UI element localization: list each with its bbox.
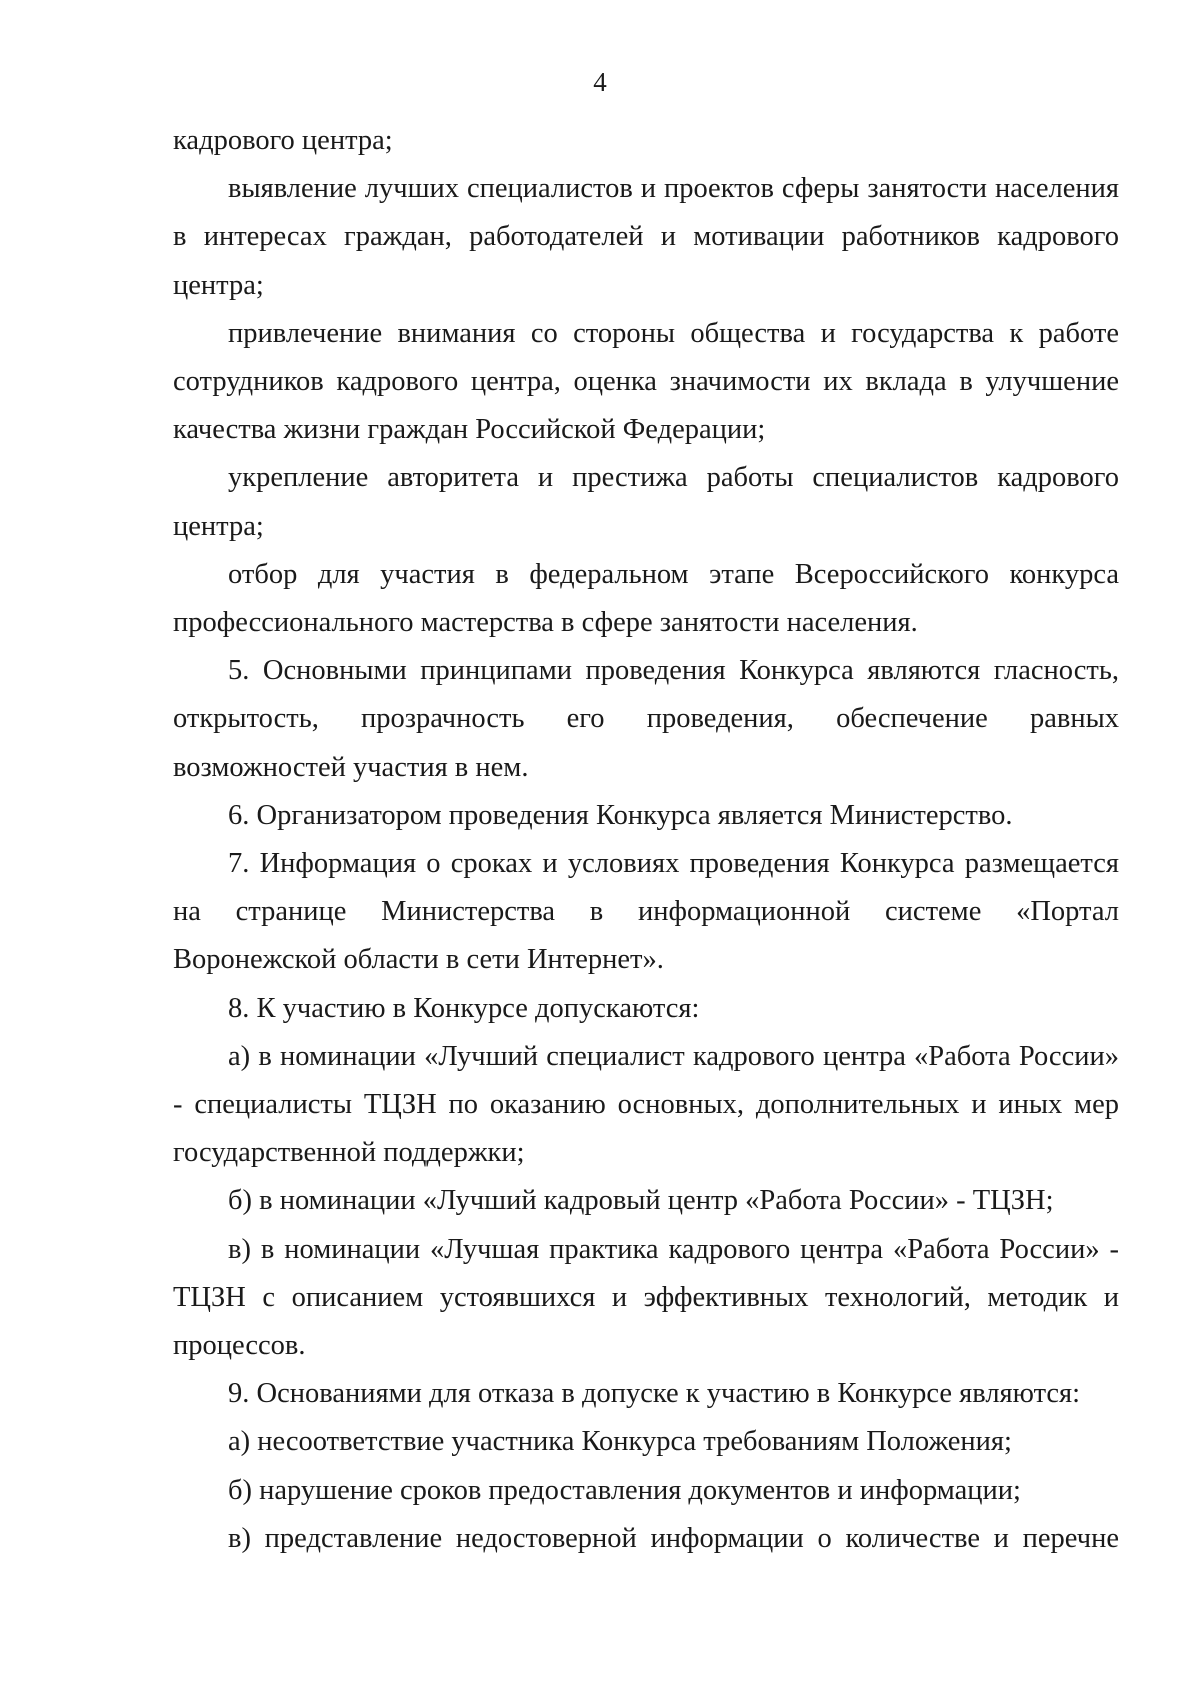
paragraph-continuation: кадрового центра; — [173, 125, 393, 156]
paragraph-goal-best-specialists: выявление лучших специалистов и проектов сферы занятости населения в интересах граждан, работодателей и мотивации работников кадрового центра; — [173, 173, 1119, 301]
paragraph-item-8a: а) в номинации «Лучший специалист кадрового центра «Работа России» - специалисты ТЦЗН по оказанию основных, дополнительных и иных мер государственной поддержки; — [173, 1040, 1119, 1169]
paragraph-item-7: 7. Информация о сроках и условиях проведения Конкурса размещается на странице Министерства в информационной системе «Портал Воронежской области в сети Интернет». — [173, 848, 1119, 976]
paragraph-item-8: 8. К участию в Конкурсе допускаются: — [228, 992, 700, 1024]
paragraph-item-9b: б) нарушение сроков предоставления документов и информации; — [228, 1474, 1021, 1506]
paragraph-item-8v: в) в номинации «Лучшая практика кадрового центра «Работа России» - ТЦЗН с описанием устоявшихся и эффективных технологий, методик и процессов. — [173, 1233, 1119, 1362]
paragraph-goal-attention: привлечение внимания со стороны общества и государства к работе сотрудников кадрового центра, оценка значимости их вклада в улучшение качества жизни граждан Российской Федерации; — [173, 317, 1119, 446]
paragraph-item-9v: в) представление недостоверной информации о количестве и перечне — [228, 1522, 1119, 1554]
body-text — [173, 117, 1119, 1563]
paragraph-goal-prestige: укрепление авторитета и престижа работы специалистов кадрового центра; — [173, 462, 1119, 542]
paragraph-item-5: 5. Основными принципами проведения Конкурса являются гласность, открытость, прозрачность его проведения, обеспечение равных возможностей участия в нем. — [173, 655, 1119, 783]
paragraph-item-9: 9. Основаниями для отказа в допуске к участию в Конкурсе являются: — [228, 1378, 1081, 1410]
paragraph-item-6: 6. Организатором проведения Конкурса является Министерство. — [228, 799, 1013, 831]
paragraph-item-8b: б) в номинации «Лучший кадровый центр «Работа России» - ТЦЗН; — [228, 1185, 1054, 1217]
paragraph-item-9a: а) несоответствие участника Конкурса требованиям Положения; — [228, 1426, 1012, 1458]
page-number: 4 — [593, 67, 607, 97]
paragraph-goal-selection: отбор для участия в федеральном этапе Всероссийского конкурса профессионального мастерства в сфере занятости населения. — [173, 558, 1119, 639]
